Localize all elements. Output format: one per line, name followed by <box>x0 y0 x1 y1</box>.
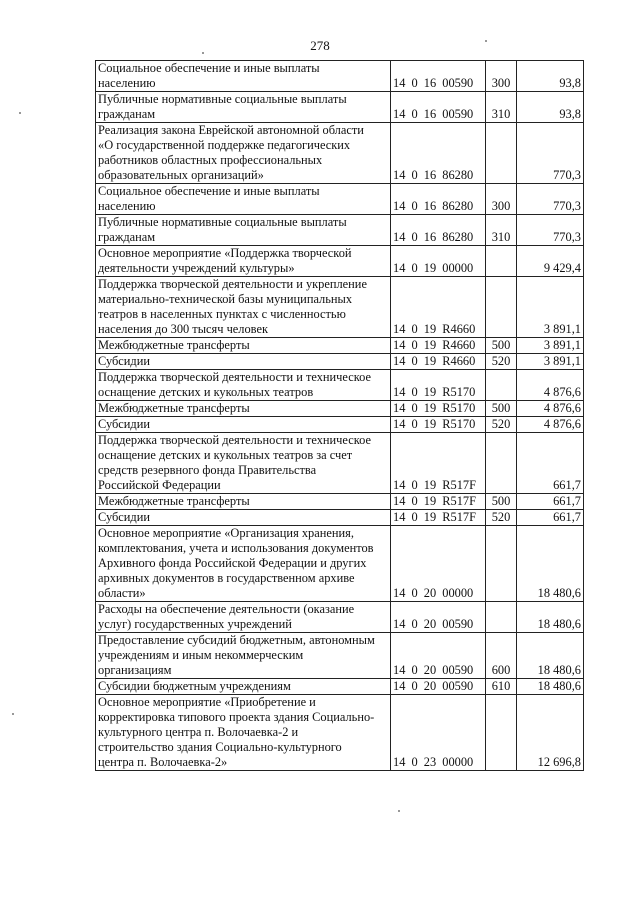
scan-speck <box>398 810 400 812</box>
amount-cell: 18 480,6 <box>517 602 584 633</box>
expense-type-cell: 600 <box>486 633 517 679</box>
target-code-cell: 14 0 20 00590 <box>391 679 486 695</box>
amount-cell: 93,8 <box>517 92 584 123</box>
expense-name-line: Субсидии <box>98 354 150 368</box>
target-code-cell: 14 0 19 R517F <box>391 510 486 526</box>
target-code-cell: 14 0 16 86280 <box>391 123 486 184</box>
expense-type-cell: 500 <box>486 494 517 510</box>
expense-type-cell: 520 <box>486 417 517 433</box>
target-code-cell: 14 0 19 R4660 <box>391 354 486 370</box>
expense-type-cell <box>486 246 517 277</box>
expense-name-cell <box>96 526 391 602</box>
table-row <box>96 184 584 215</box>
expense-name-line: деятельности учреждений культуры» <box>98 261 295 275</box>
table-row <box>96 277 584 338</box>
expense-name-line: Основное мероприятие «Поддержка творческой <box>98 246 352 260</box>
expense-type-cell <box>486 602 517 633</box>
expense-name-cell <box>96 417 391 433</box>
expense-name-line: учреждениям и иным некоммерческим <box>98 648 304 662</box>
table-row <box>96 695 584 771</box>
expense-type-cell <box>486 433 517 494</box>
expense-name-line: гражданам <box>98 230 156 244</box>
expense-name-cell <box>96 494 391 510</box>
expense-name-cell <box>96 338 391 354</box>
expense-type-cell <box>486 695 517 771</box>
expense-name-line: организациям <box>98 663 172 677</box>
expense-name-cell <box>96 92 391 123</box>
scan-speck <box>12 713 14 715</box>
amount-cell: 18 480,6 <box>517 526 584 602</box>
expense-name-line: Расходы на обеспечение деятельности (оказание <box>98 602 355 616</box>
amount-cell: 661,7 <box>517 494 584 510</box>
table-row <box>96 417 584 433</box>
target-code-cell: 14 0 16 86280 <box>391 215 486 246</box>
target-code-cell: 14 0 23 00000 <box>391 695 486 771</box>
target-code-cell: 14 0 20 00590 <box>391 602 486 633</box>
target-code-cell: 14 0 19 R4660 <box>391 338 486 354</box>
amount-cell: 661,7 <box>517 433 584 494</box>
expense-name-line: Социальное обеспечение и иные выплаты <box>98 61 320 75</box>
expense-type-cell <box>486 123 517 184</box>
expense-name-line: оснащение детских и кукольных театров за счет <box>98 448 353 462</box>
amount-cell: 3 891,1 <box>517 338 584 354</box>
expense-name-line: строительство здания Социально-культурного <box>98 740 342 754</box>
table-row <box>96 510 584 526</box>
target-code-cell: 14 0 19 R5170 <box>391 417 486 433</box>
target-code-cell: 14 0 19 R5170 <box>391 401 486 417</box>
amount-cell: 18 480,6 <box>517 633 584 679</box>
target-code-cell: 14 0 19 R517F <box>391 433 486 494</box>
amount-cell: 770,3 <box>517 123 584 184</box>
expense-name-line: театров в населенных пунктах с численностью <box>98 307 346 321</box>
scan-speck <box>19 112 21 114</box>
expense-name-line: населению <box>98 76 156 90</box>
table-row <box>96 246 584 277</box>
amount-cell: 3 891,1 <box>517 277 584 338</box>
expense-name-line: Субсидии <box>98 417 150 431</box>
expense-name-cell <box>96 633 391 679</box>
budget-table-body <box>96 61 584 771</box>
table-row <box>96 633 584 679</box>
expense-name-cell <box>96 354 391 370</box>
expense-name-line: «О государственной поддержке педагогических <box>98 138 351 152</box>
amount-cell: 770,3 <box>517 215 584 246</box>
expense-name-cell <box>96 184 391 215</box>
expense-name-line: Межбюджетные трансферты <box>98 494 250 508</box>
expense-name-line: Социальное обеспечение и иные выплаты <box>98 184 320 198</box>
expense-name-line: Российской Федерации <box>98 478 221 492</box>
table-row <box>96 526 584 602</box>
expense-name-line: культурного центра п. Волочаевка-2 и <box>98 725 299 739</box>
page-number: 278 <box>310 38 330 53</box>
budget-table <box>95 60 584 771</box>
table-row <box>96 433 584 494</box>
expense-name-line: населения до 300 тысяч человек <box>98 322 268 336</box>
table-row <box>96 338 584 354</box>
expense-name-cell <box>96 246 391 277</box>
expense-type-cell: 500 <box>486 401 517 417</box>
target-code-cell: 14 0 16 00590 <box>391 92 486 123</box>
table-row <box>96 92 584 123</box>
amount-cell: 9 429,4 <box>517 246 584 277</box>
expense-name-cell <box>96 277 391 338</box>
table-row <box>96 123 584 184</box>
expense-type-cell: 500 <box>486 338 517 354</box>
expense-name-line: Основное мероприятие «Организация хранения, <box>98 526 354 540</box>
table-row <box>96 679 584 695</box>
amount-cell: 3 891,1 <box>517 354 584 370</box>
expense-name-cell <box>96 510 391 526</box>
amount-cell: 4 876,6 <box>517 417 584 433</box>
expense-name-line: Поддержка творческой деятельности и техническое <box>98 433 371 447</box>
expense-name-cell <box>96 370 391 401</box>
scan-speck <box>485 40 487 42</box>
target-code-cell: 14 0 19 R517F <box>391 494 486 510</box>
expense-type-cell: 310 <box>486 92 517 123</box>
expense-name-line: гражданам <box>98 107 156 121</box>
expense-type-cell: 300 <box>486 184 517 215</box>
amount-cell: 4 876,6 <box>517 370 584 401</box>
expense-name-line: Основное мероприятие «Приобретение и <box>98 695 316 709</box>
expense-name-line: Поддержка творческой деятельности и техническое <box>98 370 371 384</box>
expense-name-cell <box>96 61 391 92</box>
expense-type-cell: 610 <box>486 679 517 695</box>
expense-name-line: Субсидии бюджетным учреждениям <box>98 679 291 693</box>
expense-name-cell <box>96 215 391 246</box>
expense-name-line: Публичные нормативные социальные выплаты <box>98 92 347 106</box>
table-row <box>96 215 584 246</box>
expense-name-line: услуг) государственных учреждений <box>98 617 292 631</box>
amount-cell: 4 876,6 <box>517 401 584 417</box>
target-code-cell: 14 0 19 00000 <box>391 246 486 277</box>
target-code-cell: 14 0 19 R4660 <box>391 277 486 338</box>
expense-name-line: Предоставление субсидий бюджетным, автономным <box>98 633 375 647</box>
expense-name-line: архивных документов в государственном архиве <box>98 571 355 585</box>
table-row <box>96 494 584 510</box>
expense-name-cell <box>96 602 391 633</box>
expense-name-line: материально-технической базы муниципальных <box>98 292 353 306</box>
expense-name-cell <box>96 433 391 494</box>
expense-type-cell <box>486 370 517 401</box>
expense-type-cell: 520 <box>486 510 517 526</box>
table-row <box>96 370 584 401</box>
amount-cell: 770,3 <box>517 184 584 215</box>
expense-type-cell: 300 <box>486 61 517 92</box>
expense-name-line: Реализация закона Еврейской автономной области <box>98 123 364 137</box>
expense-name-line: средств резервного фонда Правительства <box>98 463 317 477</box>
expense-name-line: центра п. Волочаевка-2» <box>98 755 228 769</box>
expense-name-line: области» <box>98 586 146 600</box>
expense-type-cell: 310 <box>486 215 517 246</box>
expense-name-line: Межбюджетные трансферты <box>98 401 250 415</box>
table-row <box>96 401 584 417</box>
expense-name-line: образовательных организаций» <box>98 168 264 182</box>
expense-name-line: Публичные нормативные социальные выплаты <box>98 215 347 229</box>
target-code-cell: 14 0 20 00000 <box>391 526 486 602</box>
target-code-cell: 14 0 20 00590 <box>391 633 486 679</box>
expense-name-line: оснащение детских и кукольных театров <box>98 385 314 399</box>
table-row <box>96 602 584 633</box>
expense-type-cell <box>486 526 517 602</box>
table-row <box>96 354 584 370</box>
expense-name-cell <box>96 679 391 695</box>
expense-name-cell <box>96 401 391 417</box>
expense-name-line: Межбюджетные трансферты <box>98 338 250 352</box>
amount-cell: 12 696,8 <box>517 695 584 771</box>
expense-name-line: работников областных профессиональных <box>98 153 323 167</box>
expense-name-line: комплектования, учета и использования документов <box>98 541 374 555</box>
amount-cell: 661,7 <box>517 510 584 526</box>
expense-name-cell <box>96 695 391 771</box>
amount-cell: 18 480,6 <box>517 679 584 695</box>
expense-name-line: корректировка типового проекта здания Социально- <box>98 710 375 724</box>
expense-name-line: Субсидии <box>98 510 150 524</box>
expense-type-cell: 520 <box>486 354 517 370</box>
expense-name-line: Поддержка творческой деятельности и укрепление <box>98 277 367 291</box>
expense-type-cell <box>486 277 517 338</box>
expense-name-line: Архивного фонда Российской Федерации и других <box>98 556 367 570</box>
table-row <box>96 61 584 92</box>
expense-name-cell <box>96 123 391 184</box>
target-code-cell: 14 0 19 R5170 <box>391 370 486 401</box>
target-code-cell: 14 0 16 00590 <box>391 61 486 92</box>
expense-name-line: населению <box>98 199 156 213</box>
target-code-cell: 14 0 16 86280 <box>391 184 486 215</box>
scan-speck <box>202 52 204 54</box>
amount-cell: 93,8 <box>517 61 584 92</box>
